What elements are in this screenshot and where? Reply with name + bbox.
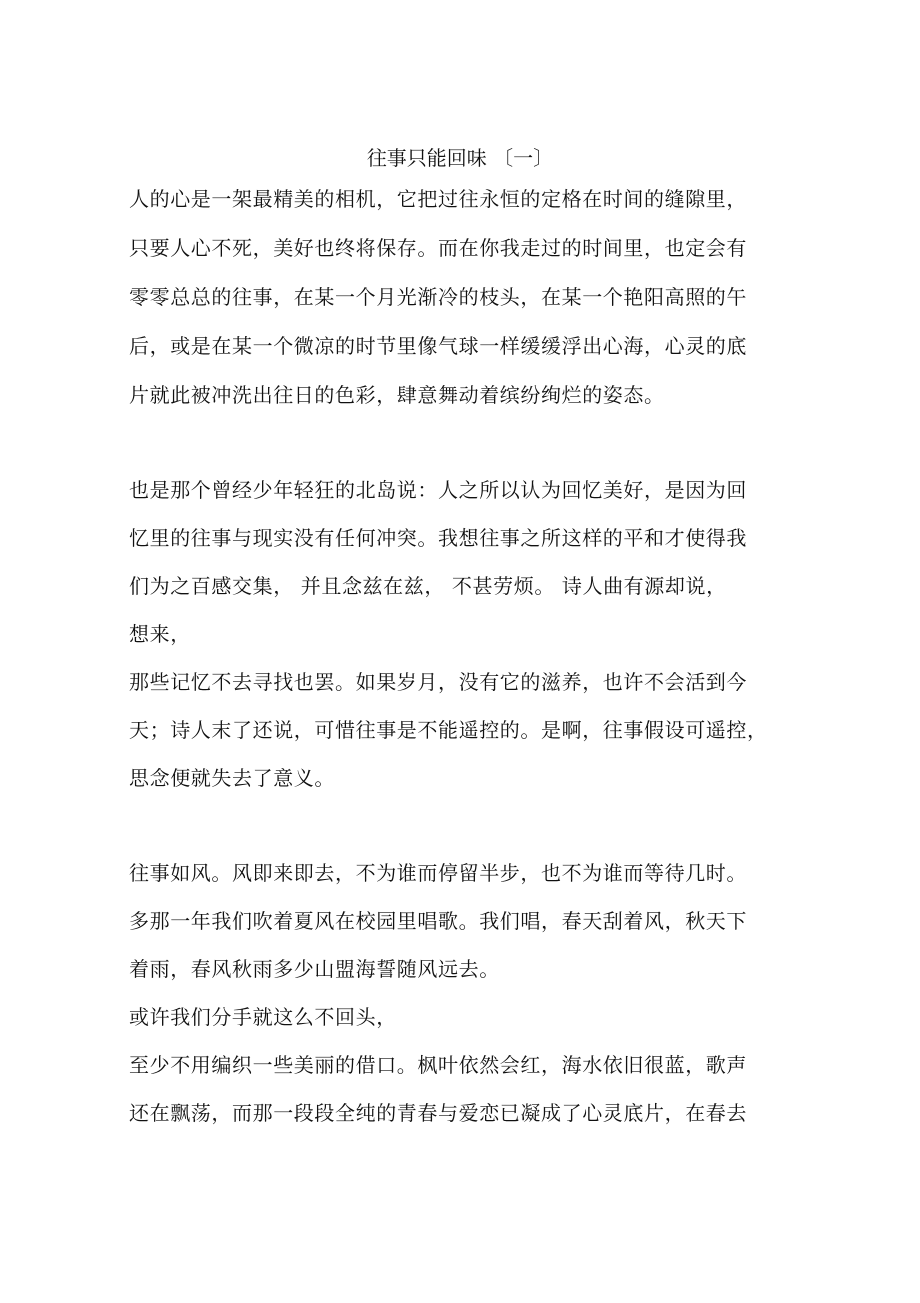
text-line: 后，或是在某一个微凉的时节里像气球一样缓缓浮出心海，心灵的底 xyxy=(129,334,747,358)
text-line: 想来， xyxy=(129,622,191,646)
text-line: 思念便就失去了意义。 xyxy=(129,766,335,790)
text-line: 也是那个曾经少年轻狂的北岛说：人之所以认为回忆美好，是因为回 xyxy=(129,478,747,502)
text-line: 片就此被冲洗出往日的色彩，肆意舞动着缤纷绚烂的姿态。 xyxy=(129,383,665,407)
text-line: 只要人心不死，美好也终将保存。而在你我走过的时间里，也定会有 xyxy=(129,236,747,260)
document-title: 往事只能回味 〔一〕 xyxy=(366,146,554,170)
text-line: 着雨，春风秋雨多少山盟海誓随风远去。 xyxy=(129,957,500,981)
text-line: 们为之百感交集， 并且念兹在兹， 不甚劳烦。 诗人曲有源却说， xyxy=(129,574,727,598)
text-line: 至少不用编织一些美丽的借口。枫叶依然会红，海水依旧很蓝，歌声 xyxy=(129,1053,747,1077)
text-line: 往事如风。风即来即去，不为谁而停留半步，也不为谁而等待几时。 xyxy=(129,861,747,885)
text-line: 或许我们分手就这么不回头， xyxy=(129,1005,397,1029)
text-line: 那些记忆不去寻找也罢。如果岁月，没有它的滋养，也许不会活到今 xyxy=(129,670,747,694)
text-line: 忆里的往事与现实没有任何冲突。我想往事之所这样的平和才使得我 xyxy=(129,526,747,550)
text-line: 多那一年我们吹着夏风在校园里唱歌。我们唱，春天刮着风，秋天下 xyxy=(129,909,747,933)
text-line: 零零总总的往事，在某一个月光渐冷的枝头，在某一个艳阳高照的午 xyxy=(129,285,747,309)
text-line: 人的心是一架最精美的相机，它把过往永恒的定格在时间的缝隙里， xyxy=(129,187,747,211)
text-line: 还在飘荡，而那一段段全纯的青春与爱恋已凝成了心灵底片，在春去 xyxy=(129,1101,747,1125)
text-line: 天；诗人末了还说，可惜往事是不能遥控的。是啊，往事假设可遥控， xyxy=(129,718,768,742)
